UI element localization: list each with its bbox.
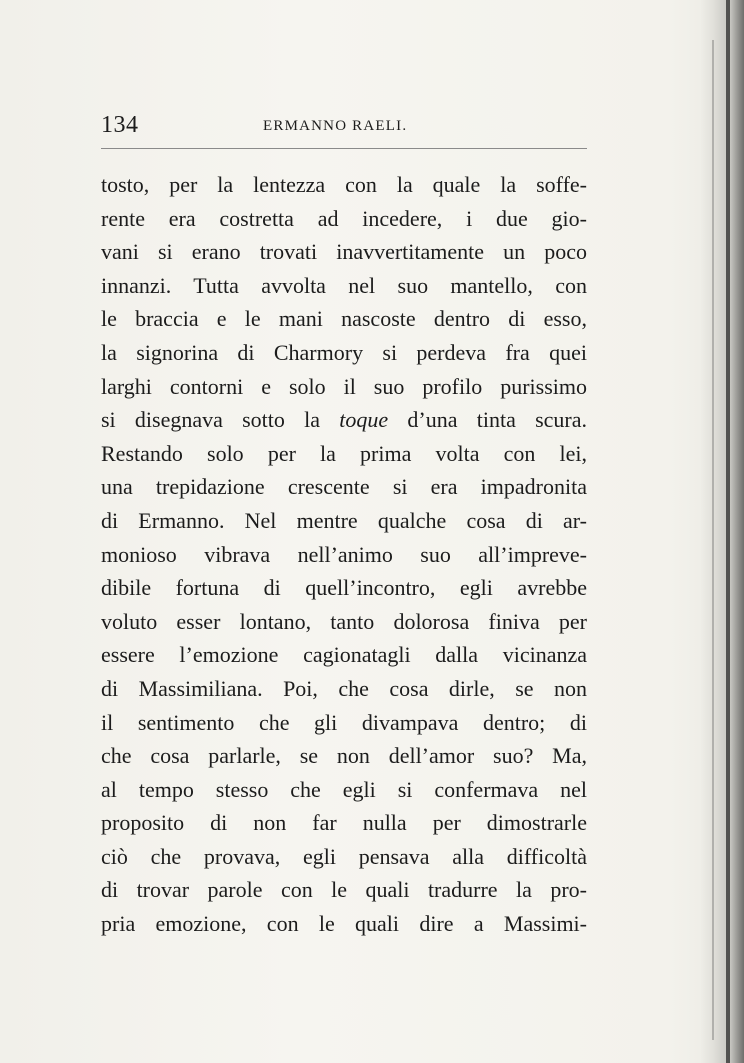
text-line: di Ermanno. Nel mentre qualche cosa di ar- [101, 507, 587, 533]
body-text [101, 168, 587, 941]
text-line: tosto, per la lentezza con la quale la soffe- [101, 172, 587, 197]
binding-line [726, 0, 730, 1063]
text-line: larghi contorni e solo il suo profilo purissimo [101, 373, 587, 399]
text-line: rente era costretta ad incedere, i due gio- [101, 205, 587, 231]
header-rule [101, 148, 587, 149]
text-line: al tempo stesso che egli si confermava nel [101, 776, 587, 802]
text-line: pria emozione, con le quali dire a Massimi- [101, 911, 587, 937]
running-title: ERMANNO RAELI. [263, 118, 408, 134]
text-line: voluto esser lontano, tanto dolorosa finiva per [101, 608, 587, 634]
text-line: innanzi. Tutta avvolta nel suo mantello, con [101, 272, 587, 298]
page-edge-shadow [700, 0, 744, 1063]
italic-word: toque [339, 407, 389, 433]
text-line: il sentimento che gli divampava dentro; di [101, 709, 587, 735]
text-line-with-italic [101, 403, 587, 437]
text-line: di Massimiliana. Poi, che cosa dirle, se non [101, 675, 587, 701]
text-segment: si disegnava sotto la [101, 407, 321, 433]
text-line: essere l’emozione cagionatagli dalla vicinanza [101, 642, 587, 668]
text-line: monioso vibrava nell’animo suo all’impreve- [101, 541, 587, 567]
text-line: di trovar parole con le quali tradurre la pro- [101, 877, 587, 903]
text-line: che cosa parlarle, se non dell’amor suo? Ma, [101, 743, 587, 769]
text-line: proposito di non far nulla per dimostrarle [101, 810, 587, 836]
text-segment: d’una tinta scura. [407, 407, 587, 433]
text-line: ciò che provava, egli pensava alla difficoltà [101, 843, 587, 869]
text-line: le braccia e le mani nascoste dentro di esso, [101, 306, 587, 332]
text-line: dibile fortuna di quell’incontro, egli avrebbe [101, 575, 587, 601]
text-line: una trepidazione crescente si era impadronita [101, 474, 587, 500]
page-number: 134 [101, 112, 139, 138]
text-line: vani si erano trovati inavvertitamente un poco [101, 239, 587, 265]
binding-line-faint [712, 40, 714, 1040]
text-line: Restando solo per la prima volta con lei, [101, 440, 587, 466]
running-head [101, 112, 587, 146]
text-line: la signorina di Charmory si perdeva fra quei [101, 339, 587, 365]
